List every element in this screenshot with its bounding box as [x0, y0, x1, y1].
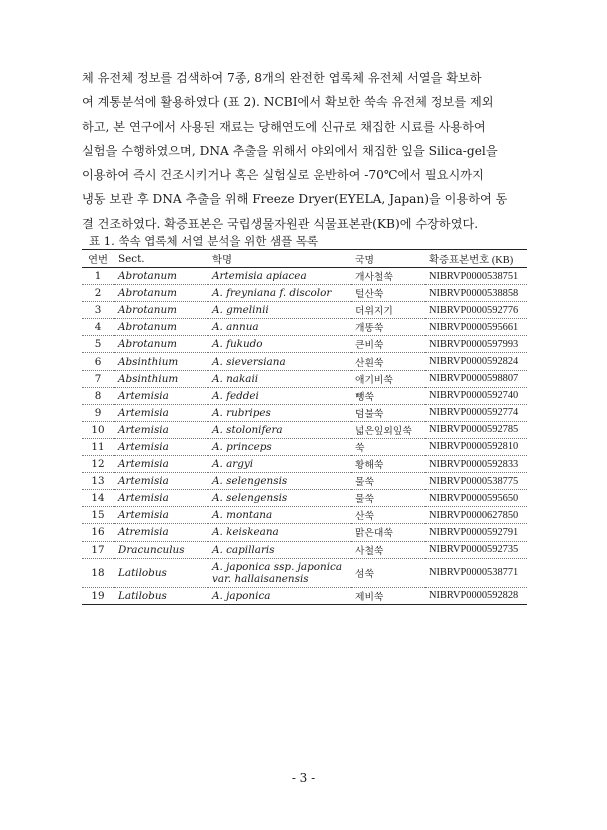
- cell-section: Artemisia: [118, 509, 169, 522]
- cell-korean-name: 개사철쑥: [355, 272, 393, 284]
- cell-section: Artemisia: [118, 389, 169, 402]
- cell-voucher-number: NIBRVP0000627850: [429, 509, 519, 521]
- cell-section: Absinthium: [118, 372, 179, 385]
- cell-serial: 16: [91, 526, 105, 539]
- cell-serial: 11: [91, 440, 105, 453]
- cell-scientific-name: A. selengensis: [212, 492, 288, 505]
- cell-voucher-number: NIBRVP0000592810: [429, 441, 519, 453]
- header-korean-name: 국명: [355, 254, 374, 266]
- cell-section: Abrotanum: [118, 287, 177, 300]
- cell-voucher-number: NIBRVP0000598807: [429, 373, 519, 385]
- table-row: [82, 285, 527, 302]
- paragraph-line: 냉동 보관 후 DNA 추출을 위해 Freeze Dryer(EYELA, Japan)을 이용하여 동: [82, 192, 508, 207]
- table-row: [82, 438, 527, 455]
- cell-voucher-number: NIBRVP0000595661: [429, 321, 519, 333]
- paragraph-line: 하고, 본 연구에서 사용된 재료는 당해연도에 신규로 채집한 시료를 사용하여: [82, 119, 486, 134]
- cell-section: Abrotanum: [118, 338, 177, 351]
- cell-korean-name: 개똥쑥: [355, 323, 384, 335]
- cell-scientific-name: A. selengensis: [212, 475, 288, 488]
- cell-serial: 7: [94, 372, 102, 385]
- scientific-name-text: A. japonica ssp. japonica var. hallaisanensis: [212, 560, 343, 585]
- cell-serial: 2: [94, 287, 102, 300]
- cell-voucher-number: NIBRVP0000538751: [429, 270, 519, 282]
- cell-serial: 18: [91, 566, 105, 579]
- cell-serial: 19: [91, 589, 105, 602]
- table-header-row: [82, 250, 527, 268]
- cell-korean-name: 물쑥: [355, 477, 374, 489]
- paragraph-line: 체 유전체 정보를 검색하여 7종, 8개의 완전한 엽록체 유전체 서열을 확보하: [82, 71, 482, 85]
- header-voucher-number: 확증표본번호 (KB): [429, 255, 514, 266]
- table-row: [82, 404, 527, 421]
- cell-korean-name: 더위지기: [355, 306, 393, 318]
- cell-scientific-name: A. annua: [212, 321, 259, 334]
- cell-scientific-name: [208, 558, 351, 587]
- table-row: [82, 587, 527, 604]
- table-row: [82, 524, 527, 541]
- cell-serial: 8: [94, 389, 102, 402]
- table-row: [82, 421, 527, 438]
- paragraph-line: 이용하여 즉시 건조시키거나 혹은 실험실로 운반하여 -70℃에서 필요시까지: [82, 168, 484, 183]
- cell-voucher-number: NIBRVP0000592833: [429, 458, 519, 470]
- cell-scientific-name: A. gmelinii: [212, 304, 269, 317]
- table-row: [82, 473, 527, 490]
- cell-korean-name: 맑은대쑥: [355, 528, 393, 540]
- cell-section: Artemisia: [118, 423, 169, 436]
- cell-section: Artemisia: [118, 406, 169, 419]
- cell-serial: 13: [91, 475, 105, 488]
- cell-serial: 9: [94, 406, 102, 419]
- page-number: - 3 -: [291, 771, 316, 785]
- header-scientific-name: 학명: [212, 254, 233, 266]
- body-paragraph: [82, 66, 527, 236]
- cell-section: Dracunculus: [118, 543, 185, 556]
- cell-scientific-name: A. japonica: [212, 589, 271, 602]
- cell-voucher-number: NIBRVP0000592824: [429, 356, 519, 368]
- cell-voucher-number: NIBRVP0000538775: [429, 475, 519, 487]
- cell-scientific-name: A. nakaii: [212, 372, 259, 385]
- cell-scientific-name: A. feddei: [212, 389, 259, 402]
- cell-korean-name: 덤불쑥: [355, 408, 384, 420]
- cell-section: Abrotanum: [118, 270, 177, 283]
- cell-scientific-name: A. capillaris: [212, 543, 275, 556]
- cell-voucher-number: NIBRVP0000597993: [429, 338, 519, 350]
- cell-section: Abrotanum: [118, 304, 177, 317]
- cell-voucher-number: NIBRVP0000592735: [429, 544, 519, 556]
- table-row: [82, 336, 527, 353]
- cell-voucher-number: NIBRVP0000595650: [429, 492, 519, 504]
- cell-section: Absinthium: [118, 355, 179, 368]
- table-row: [82, 319, 527, 336]
- cell-scientific-name: A. montana: [212, 509, 273, 522]
- cell-korean-name: 사철쑥: [355, 545, 384, 557]
- cell-section: Latilobus: [118, 589, 167, 602]
- header-serial: 연번: [87, 254, 109, 266]
- table-row: [82, 370, 527, 387]
- cell-section: Artemisia: [118, 440, 169, 453]
- paragraph-line: 결 건조하였다. 확증표본은 국립생물자원관 식물표본관(KB)에 수장하였다.: [82, 216, 479, 231]
- cell-scientific-name: A. stolonifera: [212, 423, 283, 436]
- cell-section: Atremisia: [118, 526, 169, 539]
- cell-scientific-name: A. keiskeana: [212, 526, 279, 539]
- table-row: [82, 353, 527, 370]
- table-caption: 표 1. 쑥속 엽록체 서열 분석을 위한 샘플 목록: [89, 234, 319, 248]
- cell-korean-name: 제비쑥: [355, 591, 384, 603]
- cell-scientific-name: A. princeps: [212, 440, 272, 453]
- cell-serial: 3: [94, 304, 102, 317]
- cell-serial: 4: [94, 321, 102, 334]
- cell-voucher-number: NIBRVP0000592776: [429, 304, 519, 316]
- table-row: [82, 456, 527, 473]
- cell-korean-name: 털산쑥: [355, 289, 384, 301]
- cell-serial: 1: [94, 270, 102, 283]
- paragraph-line: 실험을 수행하였으며, DNA 추출을 위해서 야외에서 채집한 잎을 Silica-gel을: [82, 143, 498, 158]
- table-row: [82, 268, 527, 285]
- cell-korean-name: 큰비쑥: [355, 340, 384, 352]
- cell-scientific-name: A. sieversiana: [212, 355, 286, 368]
- cell-voucher-number: NIBRVP0000592828: [429, 590, 519, 602]
- table-row: [82, 541, 527, 558]
- cell-voucher-number: NIBRVP0000538771: [429, 567, 519, 579]
- cell-korean-name: 산쑥: [355, 511, 374, 523]
- header-section: Sect.: [118, 252, 145, 265]
- cell-section: Artemisia: [118, 492, 169, 505]
- cell-serial: 10: [91, 423, 105, 436]
- cell-scientific-name: A. argyi: [212, 458, 254, 471]
- cell-korean-name: 섬쑥: [355, 568, 374, 580]
- cell-korean-name: 쑥: [355, 442, 365, 454]
- cell-serial: 6: [94, 355, 102, 368]
- cell-section: Artemisia: [118, 475, 169, 488]
- cell-voucher-number: NIBRVP0000538858: [429, 287, 519, 299]
- cell-korean-name: 뺑쑥: [355, 391, 374, 403]
- table-row: [82, 387, 527, 404]
- paragraph-line: 여 계통분석에 활용하였다 (표 2). NCBI에서 확보한 쑥속 유전체 정보를 제외: [82, 95, 494, 110]
- sample-table: [82, 249, 527, 605]
- table-row: [82, 558, 527, 587]
- table-row: [82, 507, 527, 524]
- cell-voucher-number: NIBRVP0000592740: [429, 390, 519, 402]
- cell-serial: 15: [91, 509, 105, 522]
- cell-section: Artemisia: [118, 458, 169, 471]
- cell-section: Latilobus: [118, 566, 167, 579]
- table-row: [82, 490, 527, 507]
- cell-serial: 14: [91, 492, 105, 505]
- cell-korean-name: 산흰쑥: [355, 357, 384, 369]
- cell-voucher-number: NIBRVP0000592774: [429, 407, 519, 419]
- cell-korean-name: 황해쑥: [355, 460, 384, 472]
- cell-korean-name: 물쑥: [355, 494, 374, 506]
- table-row: [82, 302, 527, 319]
- cell-scientific-name: A. rubripes: [212, 406, 271, 419]
- cell-serial: 17: [91, 543, 105, 556]
- cell-voucher-number: NIBRVP0000592791: [429, 526, 519, 538]
- cell-korean-name: 애기비쑥: [355, 374, 393, 386]
- cell-voucher-number: NIBRVP0000592785: [429, 424, 519, 436]
- cell-serial: 12: [91, 458, 105, 471]
- cell-serial: 5: [94, 338, 102, 351]
- cell-korean-name: 넓은잎외잎쑥: [355, 425, 412, 437]
- cell-scientific-name: A. freyniana f. discolor: [212, 287, 332, 300]
- cell-section: Abrotanum: [118, 321, 177, 334]
- cell-scientific-name: A. fukudo: [212, 338, 263, 351]
- cell-scientific-name: Artemisia apiacea: [212, 270, 307, 283]
